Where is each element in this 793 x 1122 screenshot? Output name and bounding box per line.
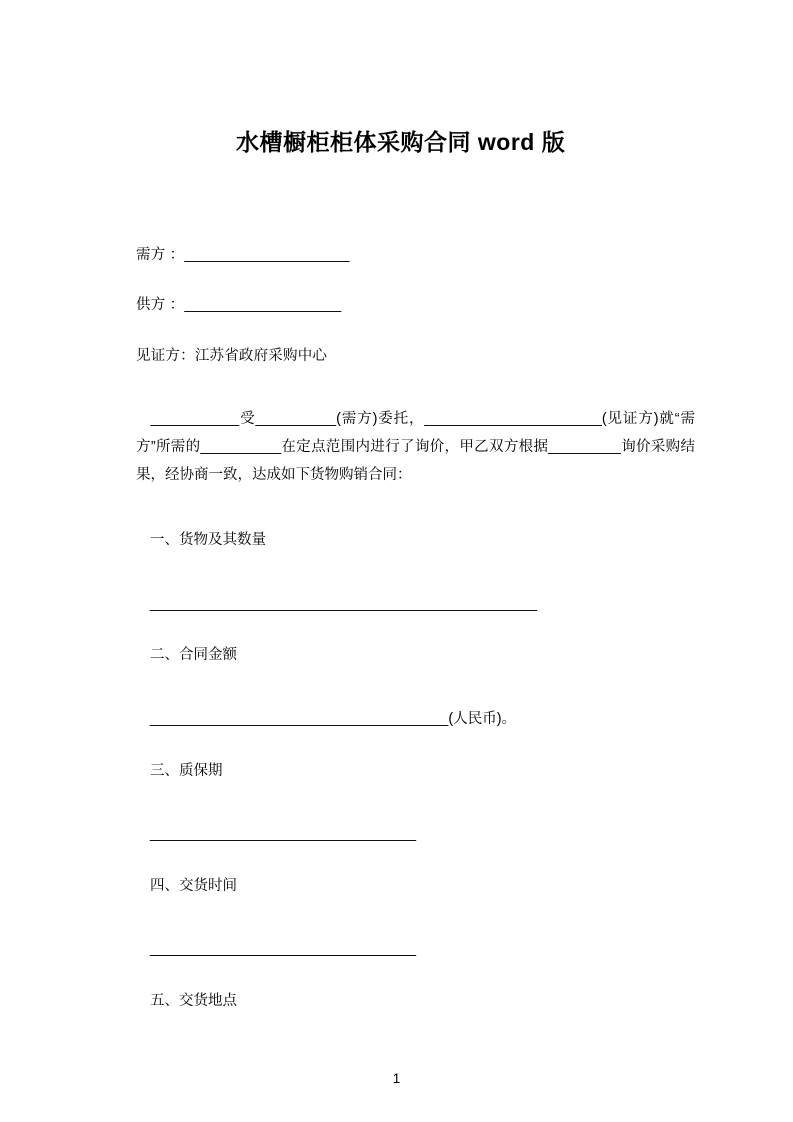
spacer: [136, 513, 697, 527]
party-line-supplier: [136, 292, 697, 320]
spacer: [136, 807, 697, 821]
section-heading-3: 三、质保期: [150, 762, 223, 779]
page-title: 水槽橱柜柜体采购合同 word 版: [236, 129, 566, 155]
section-rule-1: ________________________________________________: [150, 595, 538, 612]
party-blank-supplier: ___________________: [184, 297, 342, 314]
section-heading-2: 二、合同金额: [150, 647, 237, 664]
section-heading-5: 五、交货地点: [150, 992, 237, 1009]
preamble-text: ___________受__________(需方)委托，______________________(见证方)就“需方”所需的__________在定点范围内进行了询价，甲乙双方根据_________询价采购结果，经协商一致，达成如下货物购销合同：: [136, 410, 695, 484]
spacer: [136, 692, 697, 706]
page-number: 1: [392, 1071, 401, 1086]
party-label-witness: 见证方：: [136, 347, 195, 364]
section-heading-1: 一、货物及其数量: [150, 532, 266, 549]
document-body: [96, 242, 697, 1015]
section-rule-2: _____________________________________(人民币)。: [150, 710, 517, 727]
party-value-witness: 江苏省政府采购中心: [194, 347, 328, 364]
party-line-witness: [136, 343, 697, 371]
spacer: [136, 577, 697, 591]
party-blank-buyer: ____________________: [184, 246, 350, 263]
spacer: [136, 922, 697, 936]
section-heading-4: 四、交货时间: [150, 877, 237, 894]
spacer: [136, 391, 697, 405]
preamble-paragraph: [136, 405, 697, 490]
party-line-buyer: [136, 242, 697, 270]
party-label-buyer: 需方 ：: [136, 246, 185, 263]
section-rule-3: _________________________________: [150, 826, 417, 843]
party-label-supplier: 供方 ：: [136, 297, 185, 314]
section-rule-4: _________________________________: [150, 941, 417, 958]
